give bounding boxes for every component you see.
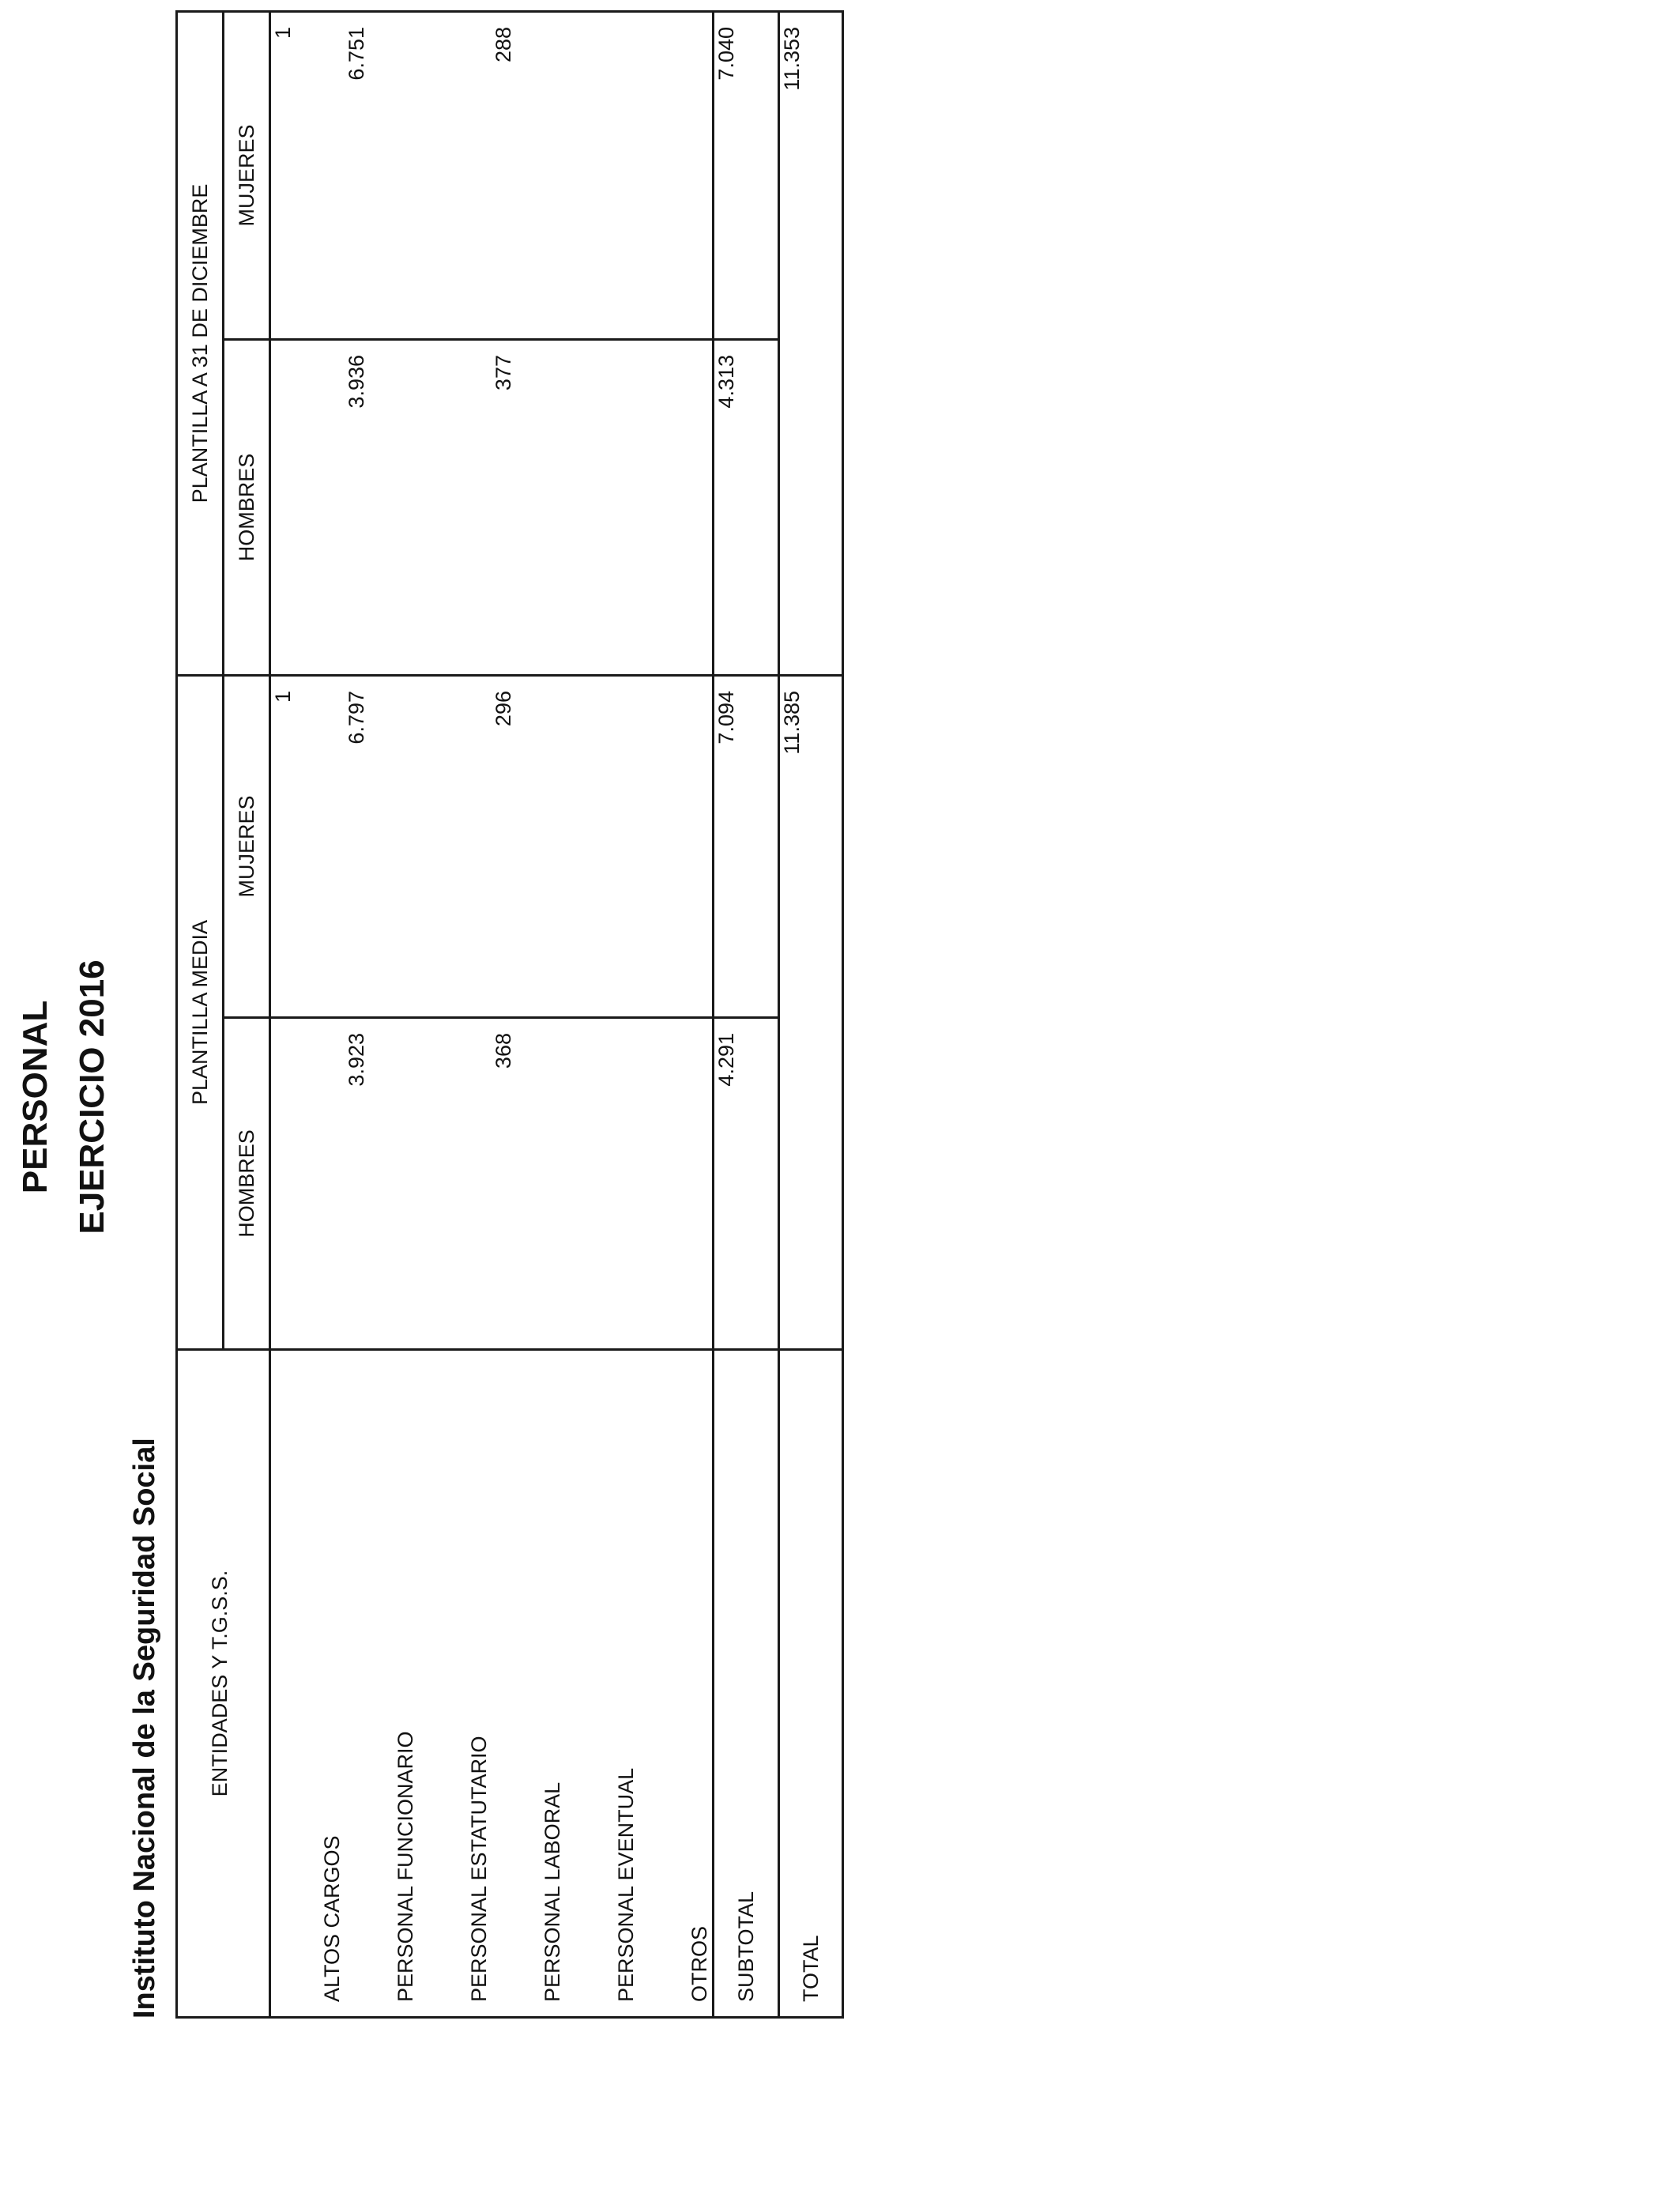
column-group-plantilla-diciembre: PLANTILLA A 31 DE DICIEMBRE <box>177 11 224 675</box>
cell-dic-hombres <box>418 340 492 676</box>
row-label: PERSONAL FUNCIONARIO <box>345 1350 418 2018</box>
cell-dic-mujeres <box>638 11 714 339</box>
table-row <box>418 11 492 2017</box>
cell-media-mujeres: 6.797 <box>345 676 418 1018</box>
column-header-dic-hombres: HOMBRES <box>224 340 270 676</box>
cell-dic-hombres: 3.936 <box>345 340 418 676</box>
row-label: ALTOS CARGOS <box>270 1350 345 2018</box>
cell-media-hombres <box>270 1018 345 1350</box>
cell-media-hombres <box>418 1018 492 1350</box>
cell-dic-mujeres <box>565 11 638 339</box>
column-header-media-mujeres: MUJERES <box>224 676 270 1018</box>
cell-dic-hombres: 377 <box>492 340 565 676</box>
cell-dic-mujeres: 288 <box>492 11 565 339</box>
total-label: TOTAL <box>779 1350 843 2018</box>
table-row <box>565 11 638 2017</box>
row-label: PERSONAL LABORAL <box>492 1350 565 2018</box>
cell-dic-hombres <box>270 340 345 676</box>
subtotal-media-mujeres: 7.094 <box>714 676 779 1018</box>
subtotal-dic-mujeres: 7.040 <box>714 11 779 339</box>
cell-dic-hombres <box>565 340 638 676</box>
column-header-entities: ENTIDADES Y T.G.S.S. <box>177 1350 270 2018</box>
subtotal-dic-hombres: 4.313 <box>714 340 779 676</box>
row-label: PERSONAL EVENTUAL <box>565 1350 638 2018</box>
subtotal-media-hombres: 4.291 <box>714 1018 779 1350</box>
subtotal-row <box>714 11 779 2017</box>
table-header-row <box>177 11 224 2017</box>
cell-dic-mujeres: 6.751 <box>345 11 418 339</box>
cell-media-hombres <box>638 1018 714 1350</box>
cell-media-hombres: 368 <box>492 1018 565 1350</box>
row-label: OTROS <box>638 1350 714 2018</box>
cell-media-mujeres <box>565 676 638 1018</box>
total-row <box>779 11 843 2017</box>
table-row <box>345 11 418 2017</box>
cell-media-hombres <box>565 1018 638 1350</box>
subtotal-label: SUBTOTAL <box>714 1350 779 2018</box>
page-subtitle: EJERCICIO 2016 <box>73 959 111 1235</box>
cell-media-mujeres: 1 <box>270 676 345 1018</box>
table-row <box>270 11 345 2017</box>
cell-dic-mujeres: 1 <box>270 11 345 339</box>
column-header-dic-mujeres: MUJERES <box>224 11 270 339</box>
cell-media-mujeres <box>638 676 714 1018</box>
cell-dic-mujeres <box>418 11 492 339</box>
column-group-plantilla-media: PLANTILLA MEDIA <box>177 676 224 1350</box>
table-row <box>492 11 565 2017</box>
cell-media-hombres: 3.923 <box>345 1018 418 1350</box>
total-plantilla-diciembre: 11.353 <box>779 11 843 675</box>
institution-name: Instituto Nacional de la Seguridad Social <box>128 1438 161 2019</box>
page-title: PERSONAL <box>16 1000 55 1194</box>
cell-media-mujeres <box>418 676 492 1018</box>
column-header-media-hombres: HOMBRES <box>224 1018 270 1350</box>
table-row <box>638 11 714 2017</box>
row-label: PERSONAL ESTATUTARIO <box>418 1350 492 2018</box>
cell-media-mujeres: 296 <box>492 676 565 1018</box>
total-plantilla-media: 11.385 <box>779 676 843 1350</box>
cell-dic-hombres <box>638 340 714 676</box>
staff-table <box>175 10 844 2019</box>
